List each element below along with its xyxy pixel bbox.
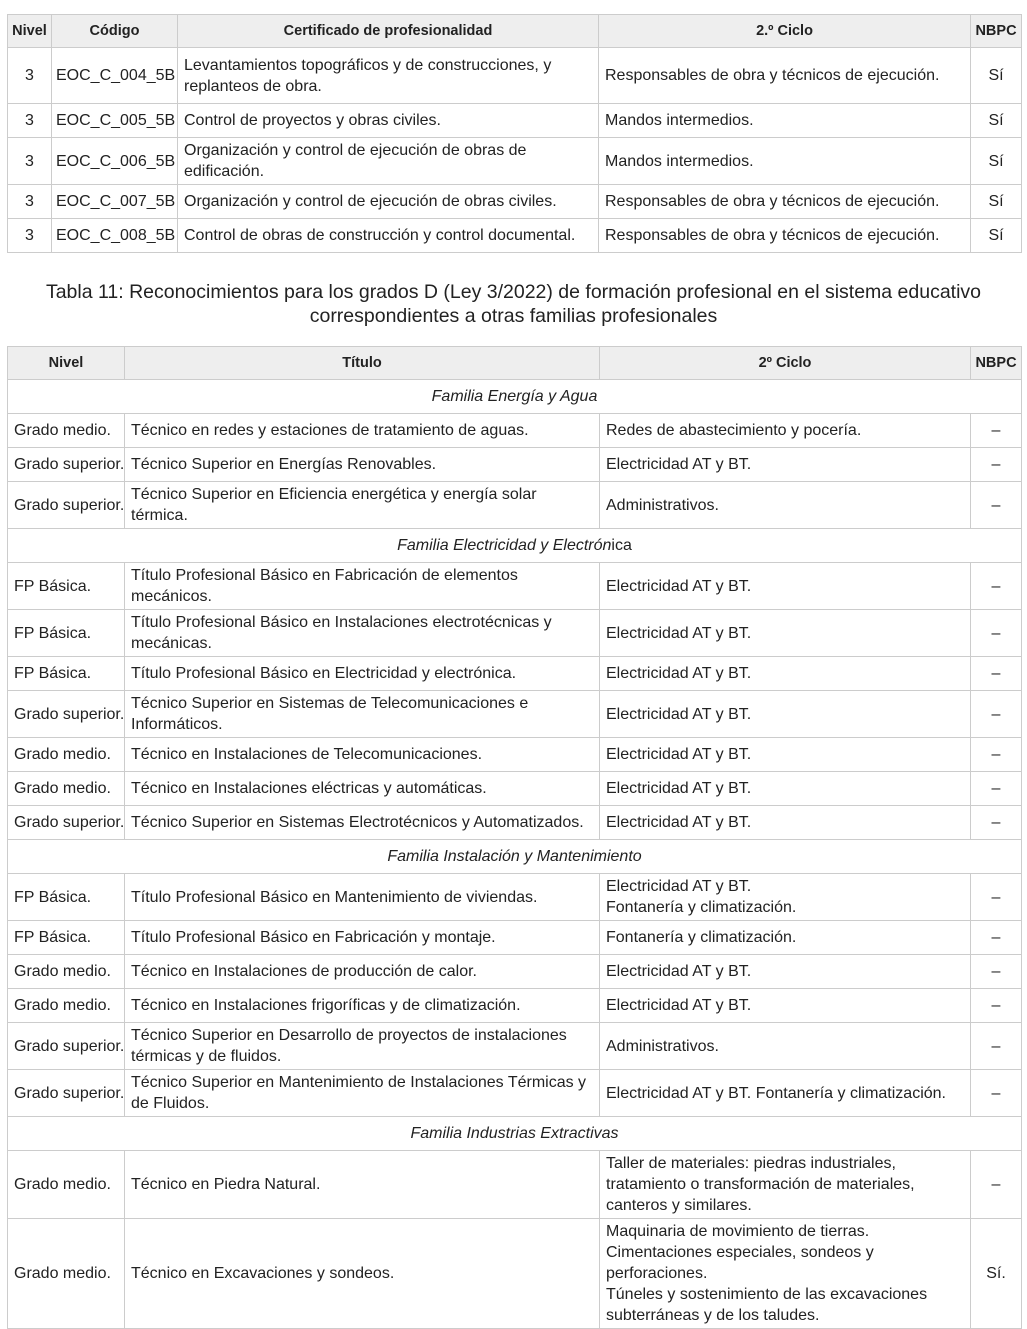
ciclo-line: Electricidad AT y BT.: [606, 577, 752, 595]
cell-titulo: Técnico en redes y estaciones de tratamiento de aguas.: [125, 414, 600, 448]
cell-ciclo: [600, 691, 971, 738]
cell-nbpc: Sí: [971, 104, 1022, 138]
table-row: [8, 1219, 1022, 1329]
cell-codigo: EOC_C_006_5B: [52, 138, 178, 185]
cell-nbpc: Sí: [971, 219, 1022, 253]
table-header-row: [8, 347, 1022, 380]
cell-nivel: FP Básica.: [8, 657, 125, 691]
table-row: [8, 104, 1022, 138]
cell-nivel: Grado superior.: [8, 806, 125, 840]
cell-nivel: Grado superior.: [8, 1070, 125, 1117]
cell-nivel: Grado medio.: [8, 772, 125, 806]
table-row: [8, 874, 1022, 921]
table-row: [8, 48, 1022, 104]
cell-titulo: Técnico en Instalaciones eléctricas y automáticas.: [125, 772, 600, 806]
cell-nbpc: –: [971, 772, 1022, 806]
table-row: [8, 219, 1022, 253]
cell-titulo: Técnico en Instalaciones frigoríficas y de climatización.: [125, 989, 600, 1023]
table-row: [8, 921, 1022, 955]
cell-ciclo: Responsables de obra y técnicos de ejecución.: [599, 185, 971, 219]
cell-nbpc: –: [971, 482, 1022, 529]
header-nbpc: NBPC: [971, 15, 1022, 48]
header-ciclo: 2º Ciclo: [600, 347, 971, 380]
table-row: [8, 955, 1022, 989]
header-nivel: Nivel: [8, 347, 125, 380]
cell-titulo: Título Profesional Básico en Fabricación y montaje.: [125, 921, 600, 955]
cell-nivel: Grado medio.: [8, 989, 125, 1023]
cell-titulo: Técnico en Piedra Natural.: [125, 1151, 600, 1219]
cell-ciclo: [600, 448, 971, 482]
table-row: [8, 1070, 1022, 1117]
ciclo-line: Electricidad AT y BT.: [606, 780, 752, 797]
table-row: [8, 1151, 1022, 1219]
family-row: [8, 840, 1022, 874]
cell-nivel: 3: [8, 104, 52, 138]
cell-titulo: Técnico en Excavaciones y sondeos.: [125, 1219, 600, 1329]
cell-titulo: Título Profesional Básico en Mantenimiento de viviendas.: [125, 874, 600, 921]
table-row: [8, 772, 1022, 806]
cell-nivel: 3: [8, 219, 52, 253]
cell-titulo: Título Profesional Básico en Fabricación de elementos mecánicos.: [125, 563, 600, 610]
cell-nbpc: –: [971, 806, 1022, 840]
cell-codigo: EOC_C_007_5B: [52, 185, 178, 219]
ciclo-line: Electricidad AT y BT.: [606, 963, 752, 980]
cell-certificado: Control de obras de construcción y control documental.: [178, 219, 599, 253]
cell-titulo: Técnico Superior en Desarrollo de proyectos de instalaciones térmicas y de fluidos.: [125, 1023, 600, 1070]
table-row: [8, 138, 1022, 185]
table-row: [8, 691, 1022, 738]
ciclo-line: Electricidad AT y BT.: [606, 878, 752, 895]
cell-nbpc: –: [971, 563, 1022, 610]
recognitions-table: [7, 346, 1022, 1329]
family-name-text: Familia Instalación y Mantenimiento: [387, 848, 642, 865]
cell-nivel: 3: [8, 48, 52, 104]
table-row: [8, 989, 1022, 1023]
cell-titulo: Técnico Superior en Eficiencia energética y energía solar térmica.: [125, 482, 600, 529]
table-row: [8, 185, 1022, 219]
cell-ciclo: Responsables de obra y técnicos de ejecución.: [599, 219, 971, 253]
header-nivel: Nivel: [8, 15, 52, 48]
header-nbpc: NBPC: [971, 347, 1022, 380]
cell-certificado: Organización y control de ejecución de obras civiles.: [178, 185, 599, 219]
cell-ciclo: Mandos intermedios.: [599, 138, 971, 185]
cell-codigo: EOC_C_005_5B: [52, 104, 178, 138]
cell-ciclo: [600, 806, 971, 840]
cell-certificado: Organización y control de ejecución de obras de edificación.: [178, 138, 599, 185]
cell-ciclo: [600, 610, 971, 657]
header-certificado: Certificado de profesionalidad: [178, 15, 599, 48]
cell-ciclo: [600, 921, 971, 955]
table-row: [8, 1023, 1022, 1070]
cell-nbpc: –: [971, 657, 1022, 691]
family-name: [8, 1117, 1022, 1151]
family-row: [8, 380, 1022, 414]
cell-nbpc: Sí: [971, 185, 1022, 219]
cell-codigo: EOC_C_004_5B: [52, 48, 178, 104]
cell-titulo: Técnico Superior en Energías Renovables.: [125, 448, 600, 482]
cell-nbpc: Sí.: [971, 1219, 1022, 1329]
ciclo-line: Electricidad AT y BT.: [606, 814, 752, 831]
ciclo-line: Electricidad AT y BT. Fontanería y climatización.: [606, 1084, 946, 1102]
cell-titulo: Técnico Superior en Sistemas de Telecomunicaciones e Informáticos.: [125, 691, 600, 738]
family-name-text: Familia Industrias Extractivas: [410, 1125, 619, 1142]
table-row: [8, 414, 1022, 448]
cell-ciclo: [600, 1151, 971, 1219]
family-name: [8, 840, 1022, 874]
cell-nivel: Grado superior.: [8, 691, 125, 738]
ciclo-line: Electricidad AT y BT.: [606, 705, 752, 723]
construction-certificates-table: [7, 14, 1022, 253]
cell-nbpc: –: [971, 691, 1022, 738]
cell-nivel: Grado medio.: [8, 414, 125, 448]
cell-ciclo: [600, 772, 971, 806]
cell-titulo: Título Profesional Básico en Instalaciones electrotécnicas y mecánicas.: [125, 610, 600, 657]
cell-ciclo: [600, 955, 971, 989]
ciclo-line: Túneles y sostenimiento de las excavaciones subterráneas y de los taludes.: [606, 1286, 928, 1324]
ciclo-line: Taller de materiales: piedras industriales, tratamiento o transformación de materiales, canteros y similares.: [606, 1155, 915, 1214]
cell-nivel: Grado superior.: [8, 448, 125, 482]
family-name-text: Familia Energía y Agua: [431, 388, 598, 405]
table-row: [8, 657, 1022, 691]
cell-nivel: FP Básica.: [8, 874, 125, 921]
ciclo-line: Electricidad AT y BT.: [606, 665, 752, 682]
cell-nivel: FP Básica.: [8, 921, 125, 955]
cell-nbpc: –: [971, 874, 1022, 921]
ciclo-line: Electricidad AT y BT.: [606, 456, 752, 473]
cell-certificado: Levantamientos topográficos y de construcciones, y replanteos de obra.: [178, 48, 599, 104]
cell-titulo: Técnico en Instalaciones de Telecomunicaciones.: [125, 738, 600, 772]
cell-titulo: Técnico en Instalaciones de producción de calor.: [125, 955, 600, 989]
cell-nbpc: Sí: [971, 138, 1022, 185]
cell-nivel: Grado medio.: [8, 738, 125, 772]
table-row: [8, 806, 1022, 840]
ciclo-line: Redes de abastecimiento y pocería.: [606, 422, 862, 439]
ciclo-line: Electricidad AT y BT.: [606, 746, 752, 763]
cell-nivel: Grado superior.: [8, 1023, 125, 1070]
cell-nivel: Grado medio.: [8, 955, 125, 989]
table-row: [8, 610, 1022, 657]
table-header-row: [8, 15, 1022, 48]
cell-nivel: FP Básica.: [8, 563, 125, 610]
cell-nbpc: Sí: [971, 48, 1022, 104]
header-codigo: Código: [52, 15, 178, 48]
cell-titulo: Título Profesional Básico en Electricidad y electrónica.: [125, 657, 600, 691]
cell-nivel: Grado medio.: [8, 1219, 125, 1329]
cell-nbpc: –: [971, 955, 1022, 989]
header-titulo: Título: [125, 347, 600, 380]
cell-certificado: Control de proyectos y obras civiles.: [178, 104, 599, 138]
cell-ciclo: [600, 1023, 971, 1070]
family-name: [8, 529, 1022, 563]
family-name-tail: ica: [611, 537, 632, 554]
cell-ciclo: [600, 563, 971, 610]
cell-ciclo: [600, 738, 971, 772]
cell-nbpc: –: [971, 1070, 1022, 1117]
ciclo-line: Electricidad AT y BT.: [606, 997, 752, 1014]
cell-codigo: EOC_C_008_5B: [52, 219, 178, 253]
cell-titulo: Técnico Superior en Sistemas Electrotécnicos y Automatizados.: [125, 806, 600, 840]
cell-ciclo: [600, 1070, 971, 1117]
cell-ciclo: [600, 657, 971, 691]
cell-nivel: Grado superior.: [8, 482, 125, 529]
cell-nivel: FP Básica.: [8, 610, 125, 657]
family-row: [8, 529, 1022, 563]
cell-ciclo: [600, 1219, 971, 1329]
cell-ciclo: Mandos intermedios.: [599, 104, 971, 138]
cell-ciclo: [600, 482, 971, 529]
ciclo-line: Maquinaria de movimiento de tierras. Cimentaciones especiales, sondeos y perforaciones.: [606, 1223, 874, 1282]
family-name-text: Familia Electricidad y Electrón: [397, 537, 612, 554]
cell-nbpc: –: [971, 1151, 1022, 1219]
ciclo-line: Administrativos.: [606, 496, 719, 514]
cell-nbpc: –: [971, 738, 1022, 772]
cell-nbpc: –: [971, 448, 1022, 482]
cell-nivel: 3: [8, 138, 52, 185]
table-row: [8, 448, 1022, 482]
table-row: [8, 563, 1022, 610]
cell-ciclo: [600, 989, 971, 1023]
family-row: [8, 1117, 1022, 1151]
cell-nivel: Grado medio.: [8, 1151, 125, 1219]
cell-nbpc: –: [971, 921, 1022, 955]
cell-nbpc: –: [971, 610, 1022, 657]
cell-ciclo: Responsables de obra y técnicos de ejecución.: [599, 48, 971, 104]
ciclo-line: Administrativos.: [606, 1037, 719, 1055]
ciclo-line: Fontanería y climatización.: [606, 899, 797, 916]
cell-titulo: Técnico Superior en Mantenimiento de Instalaciones Térmicas y de Fluidos.: [125, 1070, 600, 1117]
cell-nbpc: –: [971, 989, 1022, 1023]
cell-nivel: 3: [8, 185, 52, 219]
cell-nbpc: –: [971, 1023, 1022, 1070]
ciclo-line: Fontanería y climatización.: [606, 929, 797, 946]
cell-nbpc: –: [971, 414, 1022, 448]
table-caption: Tabla 11: Reconocimientos para los grados D (Ley 3/2022) de formación profesional en el sistema educativo correspondientes a otras familias profesionales: [45, 281, 982, 327]
cell-ciclo: [600, 414, 971, 448]
header-ciclo: 2.º Ciclo: [599, 15, 971, 48]
ciclo-line: Electricidad AT y BT.: [606, 624, 752, 642]
cell-ciclo: [600, 874, 971, 921]
table-row: [8, 482, 1022, 529]
family-name: [8, 380, 1022, 414]
table-row: [8, 738, 1022, 772]
